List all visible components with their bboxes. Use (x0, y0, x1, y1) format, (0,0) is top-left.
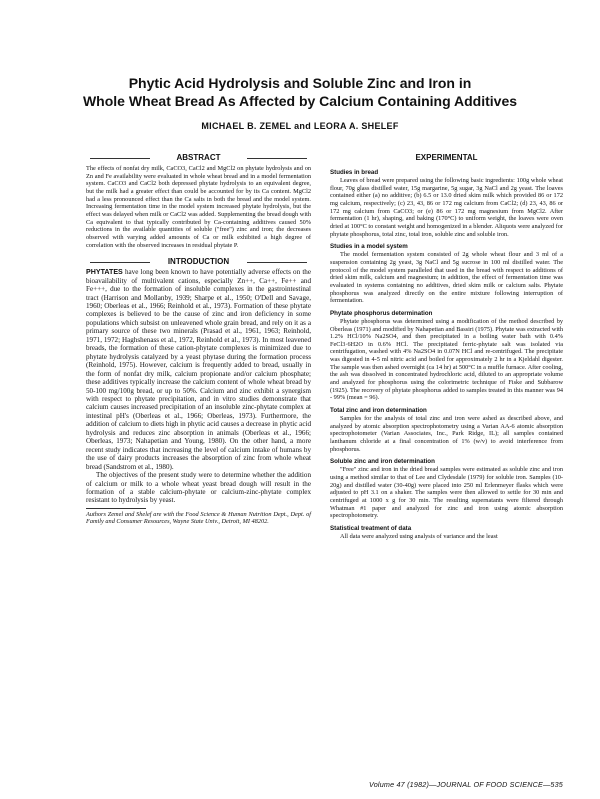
introduction-body (86, 268, 311, 505)
abstract-text: The effects of nonfat dry milk, CaCO3, CaCl2 and MgCl2 on phytate hydrolysis and on Zn and Fe availability were evaluated in whole wheat bread and in a model fermentation system. CaCO3 and CaCl2 both depressed phytate hydrolysis to an equivalent degree, but the milk had a greater effect than could be accounted for by its Ca content. MgCl2 had a less pronounced effect than the Ca salts in both the bread and the model system. Increasing fermentation time in the model system increased phytate hydrolysis, but the effect was delayed when milk or CaCl2 was added. Supplementing the bread dough with Ca equivalent to that typically contributed by Ca-containing additives caused 50% reductions in the available quantities of soluble ("free") zinc and iron; the decreases observed with varying added amounts of Ca or milk exhibited a high degree of correlation with the observed increases in residual phytate P. (86, 165, 311, 249)
section-text: Samples for the analysis of total zinc and iron were ashed as described above, and analyzed by atomic absorption spectrophotometry using a Varian AA-6 atomic absorption spectrophotometer (Varian Associates, Inc., Park Ridge, IL); all samples contained lanthanum chloride at a final concentration of 1% (w/v) to avoid interference from phosphorus. (330, 415, 563, 453)
paper-title (40, 74, 560, 110)
section-text: Leaves of bread were prepared using the following basic ingredients: 100g whole wheat flour, 70g glass distilled water, 15g margarine, 5g sugar, 3g NaCl and 2g yeast. The loaves contained either (a) no additive; (b) 6.5 or 13.0 dried skim milk which provided 86 or 172 mg calcium, respectively; (c) 23, 43, 86 or 172 mg calcium from CaCl2; (d) 23, 43, 86 or 172 mg calcium from CaCO3; or (e) 86 or 172 mg magnesium from MgCl2. After fermentation (1 hr), shaping, and baking (170°C) to uniform weight, the loaves were oven dried at 100°C to constant weight and homogenized in a blender. Aliquots were analyzed for phytate phosphorus, total zinc, total iron, soluble zinc and soluble iron. (330, 177, 563, 238)
title-line-1: Phytic Acid Hydrolysis and Soluble Zinc and Iron in (128, 75, 472, 91)
right-column (330, 152, 563, 541)
authors: MICHAEL B. ZEMEL and LEORA A. SHELEF (201, 121, 399, 131)
introduction-paragraph-1 (86, 268, 311, 471)
title-line-2: Whole Wheat Bread As Affected by Calcium Containing Additives (82, 93, 518, 109)
section-heading: Phytate phosphorus determination (330, 309, 433, 317)
section-heading: Soluble zinc and iron determination (330, 458, 435, 466)
abstract-heading: ABSTRACT (86, 152, 311, 164)
introduction-paragraph-2: The objectives of the present study were to determine whether the addition of calcium or milk to a whole wheat yeast bread dough will result in the formation of a stable calcium-phytate or calcium-zinc-phytate complex resistant to hydrolysis by yeast. (86, 471, 311, 505)
section-heading: Studies in bread (330, 169, 379, 176)
introduction-heading: INTRODUCTION (86, 256, 311, 268)
experimental-heading: EXPERIMENTAL (415, 153, 478, 162)
author-footnote: Authors Zemel and Shelef are with the Food Science & Human Nutrition Dept., Dept. of Family and Consumer Resources, Wayne State Univ., Detroit, MI 48202. (86, 510, 311, 526)
introduction-paragraph-1-text: have long been known to have potentially adverse effects on the bioavailability of multivalent cations, especially Zn++, Ca++, Fe++ and Fe+++, due to the formation of insoluble complexes in the gastrointestinal tract (Harrison and Mollanby, 1939; Sharpe et al., 1950; O'Dell and Savage, 1960; Oberleas et al., 1966; Reinhold et al., 1973). Formation of these phytate complexes is believed to be the cause of zinc and iron deficiency in some populations which subsist on unleavened whole grain bread, and rely on it as a primary source of these two minerals (Prasad et al., 1961, 1963; Reinhold, 1971, 1972; Haghshenass et al., 1972, Reinhold et al., 1973). In most leavened breads, the formation of these cation-phytate complexes is minimized due to phytate hydrolysis catalyzed by a yeast phytase during the formation process (Reinhold, 1975). However, calcium is frequently added to bread, usually in the form of nonfat dry milk, calcium propionate and/or calcium phosphate; these additives typically increase the calcium content of whole wheat bread by 50-100 mg/100g bread, or up to 50%. Calcium and zinc exhibit a synergism with respect to phytate precipitation, and in vitro studies demonstrate that calcium causes increased precipitation of an insoluble zinc-phytate complex at intestinal pH's (Oberleas et al., 1966; Oberleas, 1973). Furthermore, the addition of calcium to diets high in phytic acid causes a decrease in phytic acid hydrolysis and reduces zinc absorption in animals (Oberleas et al., 1966; Oberleas, 1973; Nahapetian and Young, 1980). On the other hand, a more recent study indicates that increasing the level of calcium intake of humans by the use of dairy products increases the absorption of zinc from whole wheat bread (Sandstrom et al., 1980). (86, 268, 311, 471)
introduction-lead-word: PHYTATES (86, 268, 123, 277)
journal-footer: Volume 47 (1982)—JOURNAL OF FOOD SCIENCE—535 (368, 780, 563, 789)
left-column (86, 152, 311, 526)
section-heading: Total zinc and iron determination (330, 407, 427, 415)
section-text: All data were analyzed using analysis of variance and the least (340, 532, 498, 540)
footnote-divider (86, 508, 146, 509)
section-text: "Free" zinc and iron in the dried bread samples were estimated as soluble zinc and iron using a method similar to that of Lee and Clydesdale (1979) for soluble iron. Samples (10-20g) and distilled water (30-40g) were placed into 250 ml Erlenmeyer flasks which were adjusted to pH 3.1 on a shaker. The samples were then allowed to settle for 30 min and centrifuged at 1000 x g for 30 min. The resulting supernatants were filtered through Whatman #1 paper and analyzed for zinc and iron using atomic absorption spectrophotometry. (330, 466, 563, 520)
section-heading: Studies in a model system (330, 243, 408, 251)
section-text: Phytate phosphorus was determined using a modification of the method described by Oberleas (1971) and modified by Nahapetian and Bassiri (1975). Phytate was extracted with 1.2% HCl/10% Na2SO4, and then precipitated in a boiling water bath with 0.4% FeCl3·6H2O in 0.6% HCl. The precipitated ferric-phytate salt was isolated via centrifugation, washed with 4% Na2SO4 in 0.07N HCl and re-centrifuged. The precipitate was digested in 4-5 ml nitric acid and boiled for approximately 2 hr in a Kjeldahl digester. The sample was then ashed overnight (ca 14 hr) at 500°C in a muffle furnace. After cooling, the ash was dissolved in concentrated hydrochloric acid, diluted to an appropriate volume and analyzed for phosphorus using the colorimetric technique of Fiske and Subbarow (1925). The recovery of phytate phosphorus added to samples treated in this manner was 94 - 99% (mean = 96). (330, 317, 563, 402)
section-text: The model fermentation system consisted of 2g whole wheat flour and 3 ml of a suspension containing 2g yeast, 3g NaCl and 5g sucrose in 100 ml distilled water. The protocol of the model system paralleled that used in the bread with respect to additions of dried skim milk, calcium and magnesium; in addition, the effect of fermentation time was evaluated in systems containing no additives, dried skim milk or calcium salts. Phytate phosphorus was analyzed directly on the entire mixture following interruption of fermentation. (330, 251, 563, 305)
section-heading: Statistical treatment of data (330, 524, 412, 532)
